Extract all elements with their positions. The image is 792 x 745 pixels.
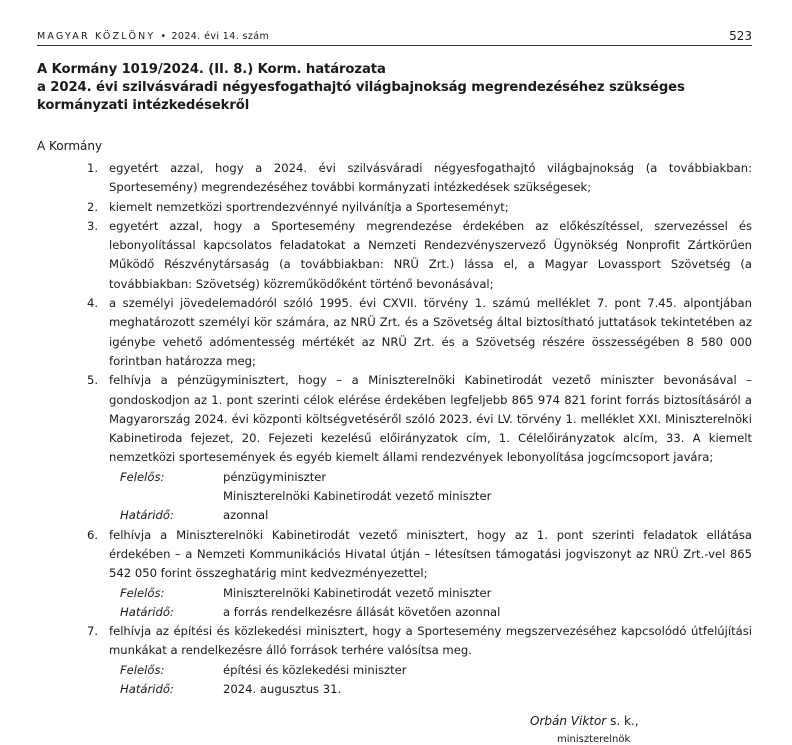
journal-name: MAGYAR KÖZLÖNY: [37, 31, 156, 42]
resolution-list: [87, 159, 752, 699]
deadline-row: [87, 680, 752, 699]
responsible-label: Felelős:: [120, 662, 165, 677]
header-bullet: •: [160, 31, 167, 42]
deadline-value: azonnal: [223, 508, 269, 523]
deadline-label: Határidő:: [120, 604, 174, 619]
responsible-label: Felelős:: [120, 585, 165, 600]
responsible-value: Miniszterelnöki Kabinetirodát vezető miniszter: [223, 489, 492, 504]
journal-info: [37, 31, 269, 42]
deadline-label: Határidő:: [120, 682, 174, 697]
list-item: [87, 217, 752, 294]
intro-text: A Kormány: [37, 139, 103, 153]
header-rule: [37, 45, 752, 46]
list-item: [87, 526, 752, 584]
title-line-2: a 2024. évi szilvásváradi négyesfogathajtó világbajnokság megrendezéséhez szükséges kormányzati intézkedésekről: [37, 80, 685, 113]
responsible-row: [87, 584, 752, 603]
resolution-title: [37, 61, 757, 115]
item-text: egyetért azzal, hogy a 2024. évi szilvásváradi négyesfogathajtó világbajnokság (a továbbiakban: Sportesemény) megrendezéséhez további kormányzati intézkedések szükségesek;: [109, 161, 752, 195]
responsible-row: [87, 661, 752, 680]
item-text: a személyi jövedelemadóról szóló 1995. évi CXVII. törvény 1. számú melléklet 7. pont 7.45. alpontjában meghatározott személyi kör számára, az NRÜ Zrt. és a Szövetség által biztosítható juttatások tekintetében az igénybe vehető adómentesség mértékét az NRÜ Zrt. és a Szövetség részére összességében 8 580 000 forintban határozza meg;: [109, 296, 752, 368]
list-item: [87, 622, 752, 661]
signature-suffix: s. k.,: [606, 714, 639, 728]
running-header: [37, 29, 752, 45]
responsible-label: Felelős:: [120, 469, 165, 484]
deadline-row: [87, 603, 752, 622]
item-number: 4.: [87, 296, 99, 311]
deadline-value: 2024. augusztus 31.: [223, 682, 342, 697]
signatory-title: miniszterelnök: [557, 734, 631, 745]
item-text: kiemelt nemzetközi sportrendezvénnyé nyilvánítja a Sporteseményt;: [109, 199, 509, 214]
signature: [530, 714, 639, 728]
item-text: egyetért azzal, hogy a Sportesemény megrendezése érdekében az előkészítéssel, szervezéssel és lebonyolítással kapcsolatos feladatokat a Nemzeti Rendezvényszervező Ügynökség Nonprofit Zártkörűen Működő Részvénytársaság (a továbbiakban: NRÜ Zrt.) lássa el, a Magyar Lovassport Szövetség (a továbbiakban: Szövetség) közreműködőként történő bevonásával;: [109, 218, 752, 291]
item-number: 7.: [87, 624, 99, 639]
list-item: [87, 198, 752, 217]
responsible-row: [87, 468, 752, 487]
list-item: [87, 371, 752, 467]
item-number: 5.: [87, 373, 99, 388]
deadline-label: Határidő:: [120, 508, 174, 523]
item-number: 1.: [87, 161, 99, 175]
item-text: felhívja a pénzügyminisztert, hogy – a Miniszterelnöki Kabinetirodát vezető miniszter bevonásával – gondoskodjon az 1. pont szerinti célok elérése érdekében legfeljebb 865 974 821 forint forrás biztosításáról a Magyarország 2024. évi központi költségvetéséről szóló 2023. évi LV. törvény 1. melléklet XXI. Miniszterelnöki Kabinetiroda fejezet, 20. Fejezeti kezelésű előirányzatok cím, 1. Célelőirányzatok alcím, 33. A kiemelt nemzetközi sportesemények és egyéb kiemelt állami rendezvények lebonyolítása jogcímcsoport javára;: [109, 373, 752, 465]
responsible-value: Miniszterelnöki Kabinetirodát vezető miniszter: [223, 585, 492, 600]
deadline-value: a forrás rendelkezésre állását követően azonnal: [223, 604, 501, 619]
title-line-1: A Kormány 1019/2024. (II. 8.) Korm. határozata: [37, 62, 386, 77]
item-text: felhívja az építési és közlekedési minisztert, hogy a Sportesemény megszervezéséhez kapcsolódó útfelújítási munkákat a rendelkezésre álló források terhére valósítsa meg.: [109, 624, 752, 658]
page-number: 523: [729, 29, 752, 43]
responsible-row: [87, 487, 752, 506]
issue-number: 2024. évi 14. szám: [171, 31, 270, 42]
item-number: 6.: [87, 527, 99, 542]
responsible-value: építési és közlekedési miniszter: [223, 662, 407, 677]
item-text: felhívja a Miniszterelnöki Kabinetirodát vezető minisztert, hogy az 1. pont szerinti feladatok ellátása érdekében – a Nemzeti Kommunikációs Hivatal útján – létesítsen támogatási jogviszonyt az NRÜ Zrt.-vel 865 542 050 forint összeghatárig mint kedvezményezettel;: [109, 527, 752, 581]
responsible-value: pénzügyminiszter: [223, 469, 327, 484]
signatory-name: Orbán Viktor: [530, 714, 607, 728]
item-number: 3.: [87, 218, 99, 233]
deadline-row: [87, 506, 752, 525]
list-item: [87, 294, 752, 371]
item-number: 2.: [87, 199, 99, 214]
list-item: [87, 159, 752, 198]
